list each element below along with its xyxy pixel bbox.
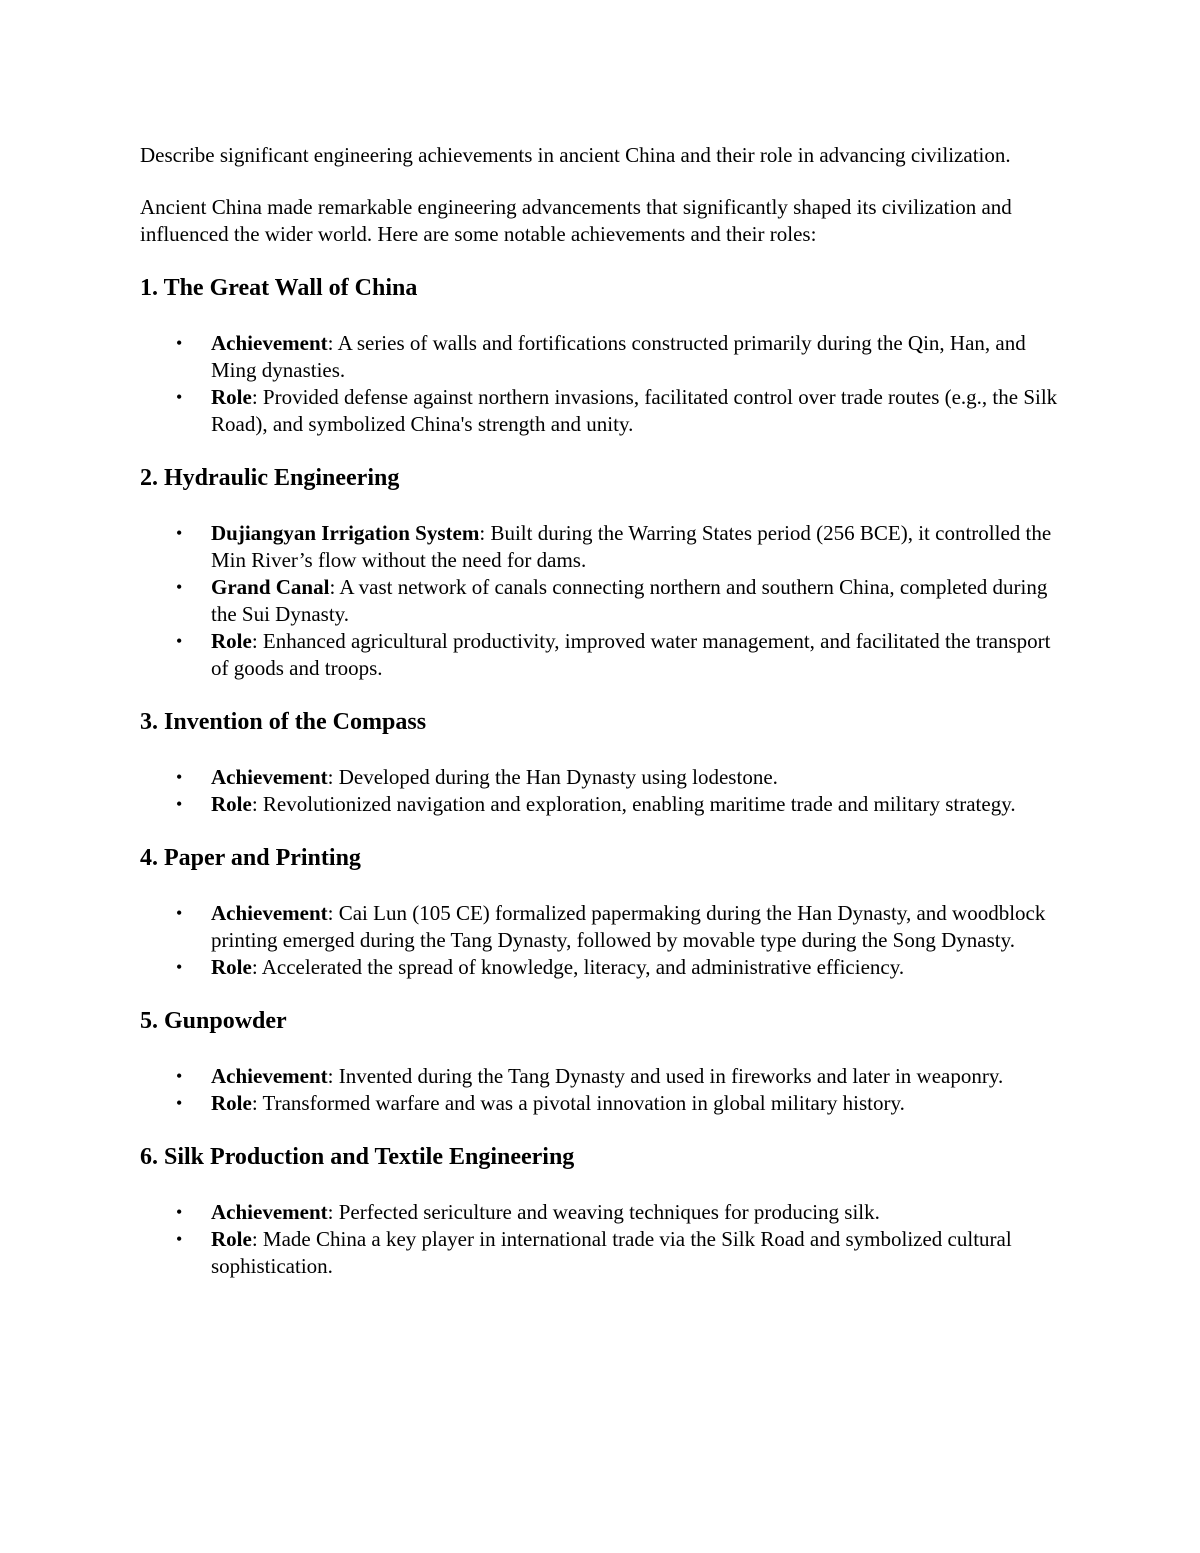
bullet-icon: • <box>176 957 183 977</box>
bullet-icon: • <box>176 577 183 597</box>
bullet-icon: • <box>176 794 183 814</box>
list-item <box>140 1063 1060 1090</box>
bullet-list-silk <box>140 1199 1060 1280</box>
question-paragraph: Describe significant engineering achievements in ancient China and their role in advancing civilization. <box>140 143 1011 167</box>
bullet-list-hydraulic <box>140 520 1060 682</box>
list-item <box>140 330 1060 384</box>
item-term: Achievement <box>211 765 328 789</box>
bullet-icon: • <box>176 333 183 353</box>
list-item <box>140 574 1060 628</box>
item-text: : Built during the Warring States period (256 BCE), it controlled the Min River’s flow without the need for dams. <box>211 521 1052 572</box>
item-text: : Transformed warfare and was a pivotal innovation in global military history. <box>251 1091 905 1115</box>
item-text: : Made China a key player in international trade via the Silk Road and symbolized cultural sophistication. <box>211 1227 1012 1278</box>
document-body <box>140 142 1060 1305</box>
section-heading-silk: 6. Silk Production and Textile Engineering <box>140 1144 575 1170</box>
list-item <box>140 791 1060 818</box>
item-term: Role <box>211 792 252 816</box>
item-term: Role <box>211 385 252 409</box>
item-term: Achievement <box>211 901 328 925</box>
list-item <box>140 384 1060 438</box>
list-item <box>140 628 1060 682</box>
list-item <box>140 1226 1060 1280</box>
bullet-list-compass <box>140 764 1060 818</box>
item-text: : Revolutionized navigation and exploration, enabling maritime trade and military strategy. <box>251 792 1016 816</box>
item-text: : Perfected sericulture and weaving techniques for producing silk. <box>327 1200 880 1224</box>
item-term: Role <box>211 955 252 979</box>
item-text: : A vast network of canals connecting northern and southern China, completed during the Sui Dynasty. <box>211 575 1048 626</box>
bullet-icon: • <box>176 767 183 787</box>
bullet-icon: • <box>176 1229 183 1249</box>
section-heading-paper-printing: 4. Paper and Printing <box>140 845 361 871</box>
list-item <box>140 900 1060 954</box>
item-text: : Cai Lun (105 CE) formalized papermaking during the Han Dynasty, and woodblock printing emerged during the Tang Dynasty, followed by movable type during the Song Dynasty. <box>211 901 1046 952</box>
item-term: Dujiangyan Irrigation System <box>211 521 480 545</box>
section-heading-gunpowder: 5. Gunpowder <box>140 1008 287 1034</box>
bullet-icon: • <box>176 631 183 651</box>
list-item <box>140 954 1060 981</box>
overview-paragraph: Ancient China made remarkable engineering advancements that significantly shaped its civilization and influenced the wider world. Here are some notable achievements and their roles: <box>140 195 1012 246</box>
bullet-icon: • <box>176 1202 183 1222</box>
item-term: Achievement <box>211 1064 328 1088</box>
list-item <box>140 764 1060 791</box>
item-text: : Developed during the Han Dynasty using lodestone. <box>327 765 778 789</box>
bullet-list-gunpowder <box>140 1063 1060 1117</box>
bullet-list-great-wall <box>140 330 1060 438</box>
item-text: : Accelerated the spread of knowledge, literacy, and administrative efficiency. <box>251 955 905 979</box>
item-text: : Enhanced agricultural productivity, improved water management, and facilitated the transport of goods and troops. <box>211 629 1051 680</box>
item-text: : Provided defense against northern invasions, facilitated control over trade routes (e.g., the Silk Road), and symbolized China's strength and unity. <box>211 385 1058 436</box>
bullet-icon: • <box>176 903 183 923</box>
bullet-icon: • <box>176 1093 183 1113</box>
list-item <box>140 520 1060 574</box>
section-heading-great-wall: 1. The Great Wall of China <box>140 275 418 301</box>
bullet-icon: • <box>176 387 183 407</box>
bullet-icon: • <box>176 1066 183 1086</box>
list-item <box>140 1090 1060 1117</box>
item-term: Achievement <box>211 331 328 355</box>
item-term: Achievement <box>211 1200 328 1224</box>
bullet-icon: • <box>176 523 183 543</box>
item-text: : A series of walls and fortifications constructed primarily during the Qin, Han, and Ming dynasties. <box>211 331 1026 382</box>
section-heading-compass: 3. Invention of the Compass <box>140 709 427 735</box>
section-heading-hydraulic: 2. Hydraulic Engineering <box>140 465 400 491</box>
item-text: : Invented during the Tang Dynasty and used in fireworks and later in weaponry. <box>327 1064 1004 1088</box>
item-term: Role <box>211 629 252 653</box>
item-term: Role <box>211 1091 252 1115</box>
item-term: Grand Canal <box>211 575 330 599</box>
list-item <box>140 1199 1060 1226</box>
item-term: Role <box>211 1227 252 1251</box>
bullet-list-paper-printing <box>140 900 1060 981</box>
